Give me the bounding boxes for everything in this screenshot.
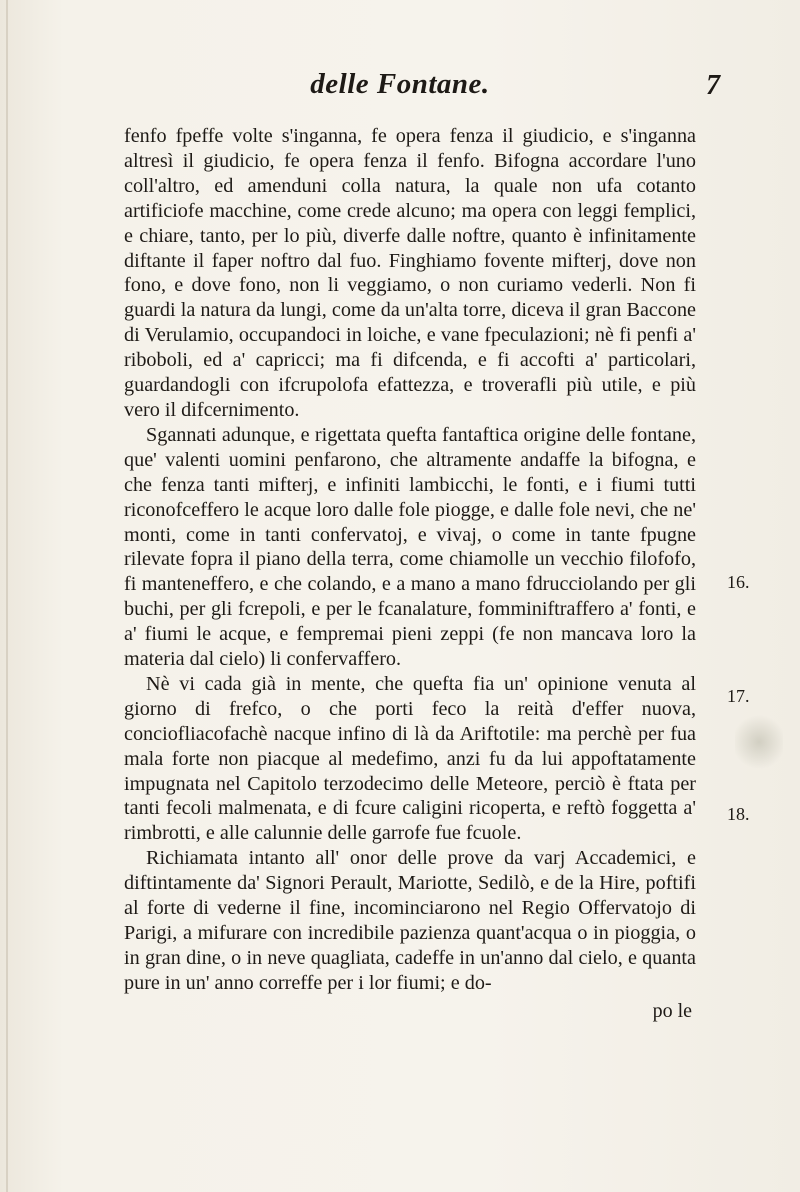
paragraph-4: Richiamata intanto all' onor delle prove da varj Accademici, e diftintamente da' Signori Perault, Mariotte, Sedilò, e de la Hire, poftifi al forte di vederne il fine, incominciarono nel Regio Offervatojo di Parigi, a mifurare con incredibile pazienza quant'acqua o in pioggia, o in gran dine, o in neve quagliata, cadeffe in un'anno dal cielo, e quanta pure in un' anno correffe per i lor fiumi; e do- <box>124 847 696 994</box>
paper-stain <box>735 712 783 772</box>
binding-edge <box>6 0 8 1192</box>
running-title: delle Fontane. <box>310 68 490 100</box>
margin-note-18: 18. <box>727 804 750 824</box>
margin-note-16: 16. <box>727 572 750 592</box>
paragraph-1: fenfo fpeffe volte s'inganna, fe opera fenza il giudicio, e s'inganna altresì il giudicio, fe opera fenza il fenfo. Bifogna accordare l'uno coll'altro, ed amenduni colla natura, la quale non ufa cotanto artificiofe macchine, come crede alcuno; ma opera con leggi femplici, e chiare, tanto, per lo più, diverfe dalle noftre, quanto è infinitamente diftante il faper noftro dal fuo. Finghiamo fovente mifterj, dove non fono, e dove fono, non li veggiamo, o non curiamo vederli. Non fi guardi la natura da lungi, come da un'alta torre, diceva il gran Baccone di Verulamio, occupandoci in loiche, e vane fpeculazioni; nè fi penfi a' riboboli, ed a' capricci; ma fi difcenda, e fi accofti a' particolari, guardandogli con ifcrupolofa efattezza, e troverafli più utile, e più vero il difcernimento. <box>124 125 696 421</box>
paragraph-2: Sgannati adunque, e rigettata quefta fantaftica origine delle fontane, que' valenti uomini penfarono, che altramente andaffe la bifogna, e che fenza tanti mifterj, e infiniti lambicchi, le fonti, e i fiumi tutti riconofceffero le acque loro dalle fole piogge, e dalle fole nevi, che ne' monti, come in tanti confervatoj, e vivaj, o come in tante fpugne rilevate fopra il piano della terra, come chiamolle un vecchio filofofo, fi manteneffero, e che colando, e a mano a mano fdrucciolando per gli buchi, per gli fcrepoli, e per le fcanalature, fomminiftraffero a' fonti, e a' fiumi le acque, e fempremai pieni zeppi (fe non mancava loro la materia dal cielo) li confervaffero. <box>124 423 696 671</box>
page-number: 7 <box>706 70 720 101</box>
body-text <box>124 124 696 996</box>
margin-note-17: 17. <box>727 686 750 706</box>
catchword: po le <box>652 1000 692 1022</box>
page-header <box>80 68 720 108</box>
paragraph-3: Nè vi cada già in mente, che quefta fia un' opinione venuta al giorno di frefco, o che porti feco la reità d'effer nuova, conciofliacofachè nacque infino di là da Ariftotile: ma perchè per fua mala forte non piacque al medefimo, anzi fu da lui appoftatamente impugnata nel Capitolo terzodecimo delle Meteore, perciò è ftata per tanti fecoli malmenata, e di fcure caligini ricoperta, e reftò foggetta a' rimbrotti, e alle calunnie delle garrofe fue fcuole. <box>124 672 696 845</box>
